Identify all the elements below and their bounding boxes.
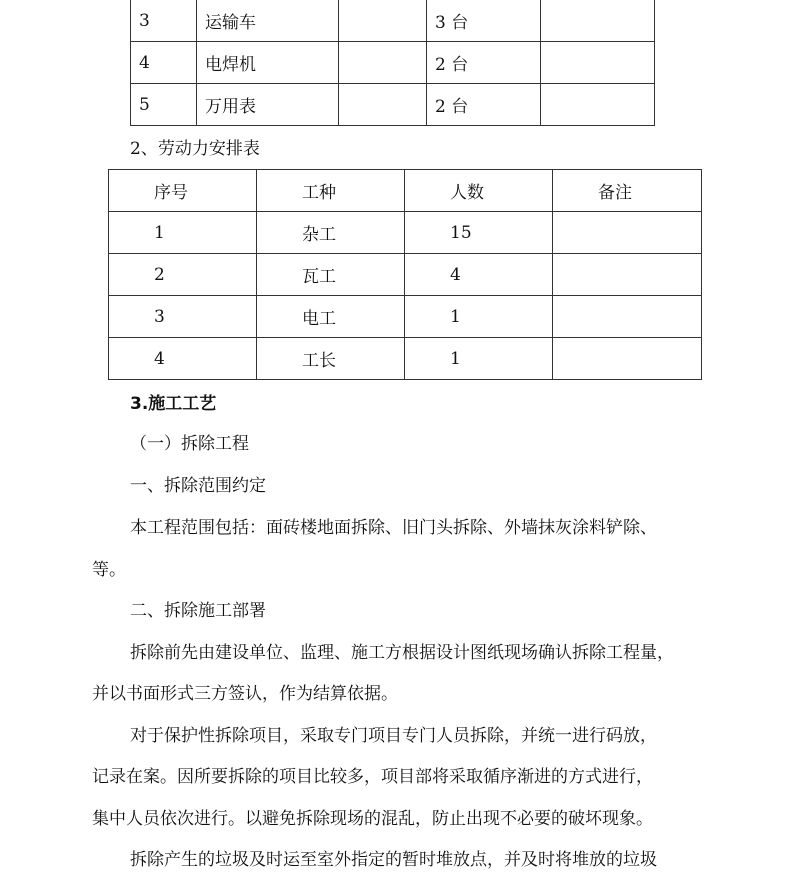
table-cell — [553, 338, 702, 380]
table-header-cell: 序号 — [109, 170, 257, 212]
table-cell: 1 — [109, 212, 257, 254]
paragraph-line: 集中人员依次进行。以避免拆除现场的混乱，防止出现不必要的破坏现象。 — [92, 809, 653, 829]
table-header-row — [109, 170, 702, 212]
table-cell — [541, 42, 655, 84]
table-cell: 3 — [109, 296, 257, 338]
paragraph-line: 本工程范围包括：面砖楼地面拆除、旧门头拆除、外墙抹灰涂料铲除、 — [130, 518, 657, 538]
table-cell — [541, 0, 655, 42]
heading-scope: 一、拆除范围约定 — [130, 476, 266, 496]
table-header-cell: 工种 — [257, 170, 405, 212]
table-cell: 4 — [405, 254, 553, 296]
paragraph-line: 并以书面形式三方签认，作为结算依据。 — [92, 684, 398, 704]
table-cell — [339, 42, 427, 84]
paragraph-line: 拆除产生的垃圾及时运至室外指定的暂时堆放点，并及时将堆放的垃圾 — [130, 850, 657, 870]
table-cell: 电工 — [257, 296, 405, 338]
section-title: 3.施工工艺 — [130, 394, 217, 414]
table-cell: 电焊机 — [197, 42, 339, 84]
table-cell: 5 — [131, 84, 197, 126]
heading-deployment: 二、拆除施工部署 — [130, 601, 266, 621]
table-cell: 1 — [405, 338, 553, 380]
table-row — [109, 212, 702, 254]
paragraph-line: 对于保护性拆除项目，采取专门项目专门人员拆除，并统一进行码放， — [130, 726, 657, 746]
table-cell — [553, 254, 702, 296]
table-cell — [553, 212, 702, 254]
table-cell: 工长 — [257, 338, 405, 380]
table-cell: 2 台 — [427, 84, 541, 126]
table-row — [131, 84, 655, 126]
table-row — [131, 42, 655, 84]
table-cell — [339, 0, 427, 42]
table-cell: 万用表 — [197, 84, 339, 126]
table-cell: 2 — [109, 254, 257, 296]
table-row — [109, 338, 702, 380]
table-header-cell: 备注 — [553, 170, 702, 212]
paragraph-line: 等。 — [92, 560, 126, 580]
table-cell — [339, 84, 427, 126]
table-cell: 运输车 — [197, 0, 339, 42]
equipment-table — [130, 0, 655, 126]
table-cell — [553, 296, 702, 338]
table-cell: 杂工 — [257, 212, 405, 254]
table-row — [109, 296, 702, 338]
table-cell: 15 — [405, 212, 553, 254]
table-cell: 1 — [405, 296, 553, 338]
paragraph-line: 拆除前先由建设单位、监理、施工方根据设计图纸现场确认拆除工程量， — [130, 643, 674, 663]
labor-table — [108, 169, 702, 380]
table-cell: 2 台 — [427, 42, 541, 84]
table-row — [109, 254, 702, 296]
table-header-cell: 人数 — [405, 170, 553, 212]
table-cell — [541, 84, 655, 126]
table-cell: 4 — [131, 42, 197, 84]
paragraph-line: 记录在案。因所要拆除的项目比较多，项目部将采取循序渐进的方式进行， — [92, 767, 653, 787]
subsection-title: （一）拆除工程 — [130, 434, 249, 454]
table-cell: 4 — [109, 338, 257, 380]
table-cell: 3 — [131, 0, 197, 42]
table-row — [131, 0, 655, 42]
table-cell: 瓦工 — [257, 254, 405, 296]
table-cell: 3 台 — [427, 0, 541, 42]
labor-section-title: 2、劳动力安排表 — [130, 139, 260, 159]
